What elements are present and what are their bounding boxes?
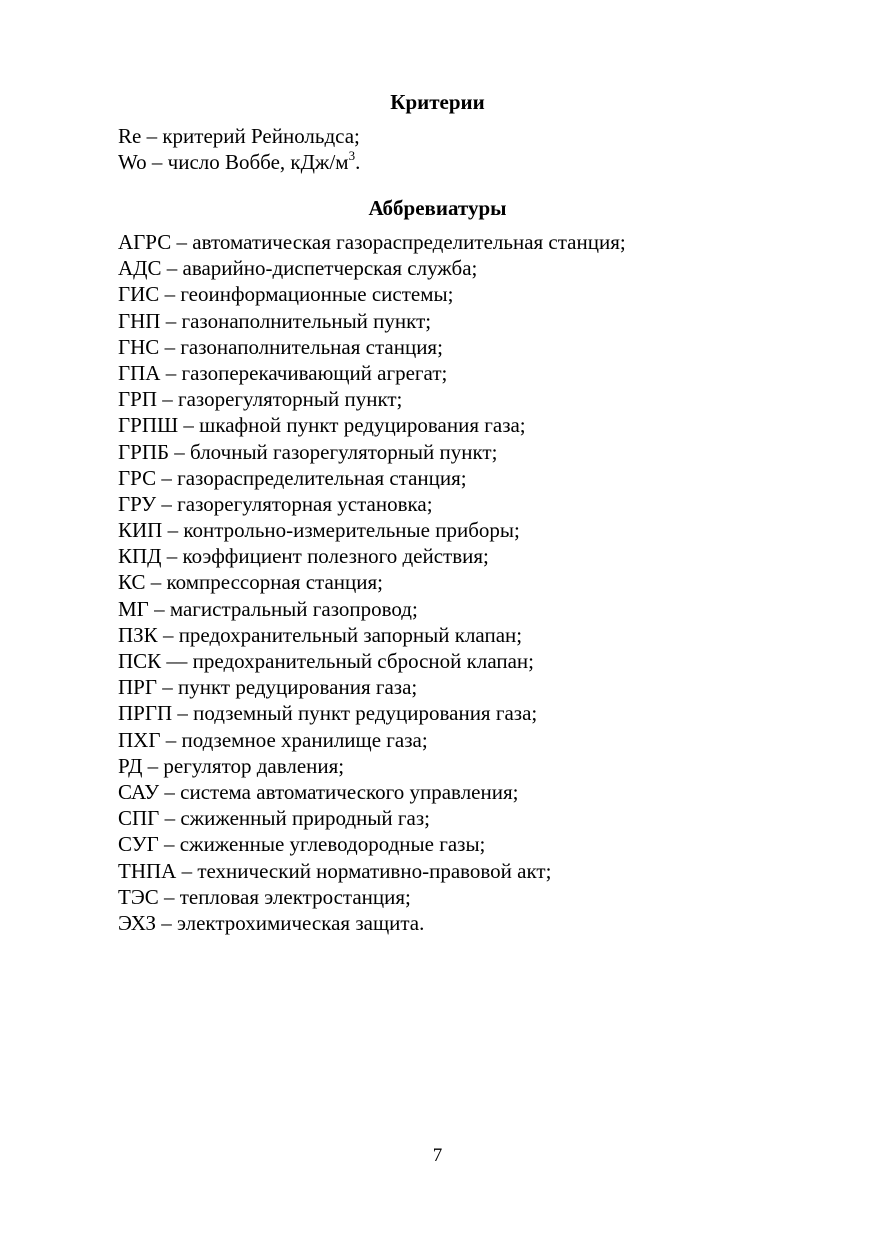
- abbreviation-item: АДС – аварийно-диспетчерская служба;: [118, 256, 478, 281]
- abbreviation-item: ПСК –– предохранительный сбросной клапан;: [118, 649, 535, 673]
- abbreviation-item: ТНПА – технический нормативно-правовой акт;: [118, 858, 552, 883]
- abbreviation-item: СПГ – сжиженный природный газ;: [118, 806, 430, 831]
- abbreviation-item: ГРС – газораспределительная станция;: [118, 465, 467, 490]
- abbreviation-item: МГ – магистральный газопровод;: [118, 596, 418, 621]
- abbreviation-item: ГНС – газонаполнительная станция;: [118, 334, 443, 359]
- unit-superscript: 3: [348, 148, 356, 164]
- abbreviation-item: ГРУ – газорегуляторная установка;: [118, 491, 433, 516]
- abbreviation-item: СУГ – сжиженные углеводородные газы;: [118, 832, 486, 857]
- abbreviation-item: КС – компрессорная станция;: [118, 570, 383, 595]
- abbreviation-item: ПРГП – подземный пункт редуцирования газа;: [118, 701, 538, 726]
- criteria-list: [118, 123, 360, 175]
- abbreviation-item: КПД – коэффициент полезного действия;: [118, 544, 489, 569]
- abbreviation-item: ГПА – газоперекачивающий агрегат;: [118, 360, 448, 385]
- abbreviation-item: ГРПБ – блочный газорегуляторный пункт;: [118, 439, 498, 464]
- abbreviation-item: ГИС – геоинформационные системы;: [118, 282, 454, 307]
- abbreviation-item: РД – регулятор давления;: [118, 753, 345, 778]
- abbreviations-list: [118, 229, 626, 936]
- abbreviation-item: САУ – система автоматического управления;: [118, 779, 519, 804]
- abbreviation-item: ЭХЗ – электрохимическая защита.: [118, 910, 425, 935]
- criteria-item-wo: [118, 149, 360, 175]
- abbreviation-item: ГНП – газонаполнительный пункт;: [118, 308, 432, 333]
- criteria-heading: Критерии: [390, 90, 485, 114]
- criteria-item-text: Wo – число Воббе, кДж/м: [118, 150, 349, 175]
- abbreviation-item: ТЭС – тепловая электростанция;: [118, 884, 411, 909]
- abbreviation-item: АГРС – автоматическая газораспределительная станция;: [118, 230, 626, 254]
- abbreviations-heading: Аббревиатуры: [368, 196, 507, 220]
- abbreviation-item: ПХГ – подземное хранилище газа;: [118, 727, 428, 752]
- abbreviation-item: ПРГ – пункт редуцирования газа;: [118, 675, 418, 700]
- abbreviation-item: ГРПШ – шкафной пункт редуцирования газа;: [118, 413, 526, 438]
- page-number: 7: [432, 1145, 443, 1166]
- criteria-item-text: Re – критерий Рейнольдса;: [118, 124, 360, 148]
- abbreviation-item: КИП – контрольно-измерительные приборы;: [118, 518, 520, 543]
- criteria-item-re: [118, 123, 360, 149]
- abbreviation-item: ГРП – газорегуляторный пункт;: [118, 387, 403, 412]
- abbreviation-item: ПЗК – предохранительный запорный клапан;: [118, 622, 523, 647]
- criteria-item-suffix: .: [355, 150, 361, 175]
